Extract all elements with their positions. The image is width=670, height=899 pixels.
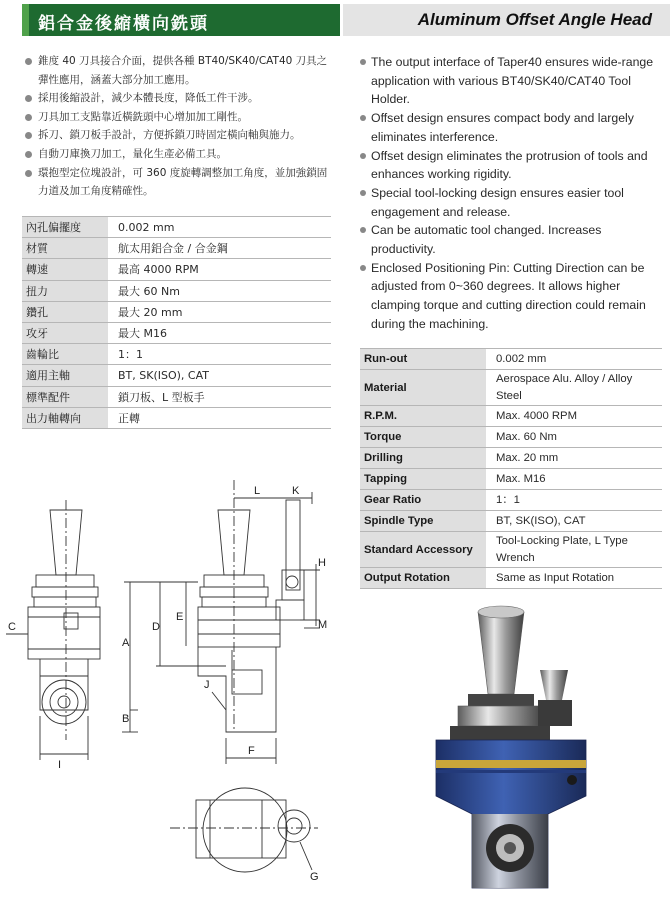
table-row	[360, 568, 662, 589]
spec-key: Output Rotation	[360, 568, 486, 589]
left-view-head	[40, 659, 88, 710]
spec-value: Same as Input Rotation	[486, 568, 662, 589]
left-view-flange	[36, 575, 94, 587]
table-row	[22, 322, 331, 343]
feature-item: 環抱型定位塊設計，可 360 度旋轉調整加工角度，並加強鎖固力道及加工角度精確性。	[24, 164, 330, 201]
spec-key: 內孔偏擺度	[22, 217, 108, 238]
spec-value: 最大 60 Nm	[108, 280, 331, 301]
dim-label-c: C	[8, 621, 16, 633]
page-title-zh: 鋁合金後縮橫向銑頭	[38, 14, 209, 34]
spec-key: Run-out	[360, 349, 486, 370]
spec-key: 齒輪比	[22, 344, 108, 365]
product-photo	[410, 600, 660, 890]
spec-key: Torque	[360, 427, 486, 448]
spec-key: 材質	[22, 238, 108, 259]
table-row	[22, 259, 331, 280]
dim-label-g: G	[310, 871, 319, 883]
dim-label-k: K	[292, 485, 300, 497]
right-view-body	[198, 607, 280, 647]
photo-locking-nut	[540, 670, 568, 700]
feature-item: Special tool-locking design ensures easier tool engagement and release.	[359, 184, 665, 221]
photo-taper	[478, 612, 524, 694]
spec-value: 正轉	[108, 407, 331, 428]
table-row	[360, 469, 662, 490]
spec-value: 鎖刀板、L 型板手	[108, 386, 331, 407]
dim-label-b: B	[122, 713, 130, 725]
feature-item: 刀具加工支點靠近橫銑頭中心增加加工剛性。	[24, 108, 330, 127]
spec-value: BT, SK(ISO), CAT	[108, 365, 331, 386]
right-view-head	[198, 647, 276, 732]
spec-key: Standard Accessory	[360, 532, 486, 568]
spec-value: Max. 60 Nm	[486, 427, 662, 448]
spec-value: 0.002 mm	[486, 349, 662, 370]
photo-flange	[458, 706, 544, 726]
page-title-en: Aluminum Offset Angle Head	[417, 10, 652, 29]
table-row	[22, 301, 331, 322]
table-row	[360, 511, 662, 532]
spec-value: 0.002 mm	[108, 217, 331, 238]
spec-key: 適用主軸	[22, 365, 108, 386]
feature-item: 拆刀、鎖刀板手設計，方便拆鎖刀時固定橫向軸與施力。	[24, 126, 330, 145]
plan-view-outline	[203, 788, 287, 872]
dim-label-i: I	[58, 759, 62, 771]
feature-item: Offset design eliminates the protrusion of tools and enhances working rigidity.	[359, 147, 665, 184]
spec-value: Tool-Locking Plate, L Type Wrench	[486, 532, 662, 568]
spec-value: Max. 4000 RPM	[486, 406, 662, 427]
dim-label-h: H	[318, 557, 326, 569]
table-row	[360, 490, 662, 511]
spec-value: Max. M16	[486, 469, 662, 490]
spec-value: BT, SK(ISO), CAT	[486, 511, 662, 532]
title-banner-zh	[22, 4, 340, 36]
spec-value: Aerospace Alu. Alloy / Alloy Steel	[486, 370, 662, 406]
table-row	[360, 349, 662, 370]
spec-key: 鑽孔	[22, 301, 108, 322]
table-row	[360, 448, 662, 469]
spec-table-zh	[22, 216, 331, 429]
feature-list-en	[359, 53, 665, 334]
title-banner-en	[343, 4, 670, 36]
banner-accent-stripe	[22, 4, 29, 36]
table-row	[22, 280, 331, 301]
spec-value: 航太用鋁合金 / 合金鋼	[108, 238, 331, 259]
spec-table-en	[360, 348, 662, 589]
feature-item: Offset design ensures compact body and largely eliminates interference.	[359, 109, 665, 146]
table-row	[360, 370, 662, 406]
spec-key: 轉速	[22, 259, 108, 280]
spec-value: 最高 4000 RPM	[108, 259, 331, 280]
spec-key: 標準配件	[22, 386, 108, 407]
feature-item: 自動刀庫換刀加工，量化生產必備工具。	[24, 145, 330, 164]
photo-gold-band	[436, 760, 586, 768]
table-row	[22, 386, 331, 407]
table-row	[360, 406, 662, 427]
table-row	[22, 365, 331, 386]
feature-item: 採用後縮設計，減少本體長度，降低工件干涉。	[24, 89, 330, 108]
feature-item: Enclosed Positioning Pin: Cutting Direction can be adjusted from 0~360 degrees. It allows higher clamping torque and cutting direction could remain during the machining.	[359, 259, 665, 334]
spec-key: Drilling	[360, 448, 486, 469]
spec-value: Max. 20 mm	[486, 448, 662, 469]
technical-drawing	[0, 470, 345, 899]
spec-key: Material	[360, 370, 486, 406]
left-view-output-outer	[42, 680, 86, 724]
spec-key: Spindle Type	[360, 511, 486, 532]
spec-key: 出力軸轉向	[22, 407, 108, 428]
feature-item: Can be automatic tool changed. Increases productivity.	[359, 221, 665, 258]
feature-list-zh	[24, 52, 330, 201]
spec-key: 攻牙	[22, 322, 108, 343]
spec-key: Gear Ratio	[360, 490, 486, 511]
spec-value: 1：1	[486, 490, 662, 511]
dim-label-f: F	[248, 745, 255, 757]
table-row	[22, 238, 331, 259]
spec-value: 最大 M16	[108, 322, 331, 343]
spec-value: 最大 20 mm	[108, 301, 331, 322]
spec-key: R.P.M.	[360, 406, 486, 427]
dim-label-m: M	[318, 619, 328, 631]
table-row	[360, 427, 662, 448]
spec-key: 扭力	[22, 280, 108, 301]
spec-key: Tapping	[360, 469, 486, 490]
dim-label-e: E	[176, 611, 184, 623]
table-row	[22, 217, 331, 238]
feature-item: 錐度 40 刀具接合介面，提供各種 BT40/SK40/CAT40 刀具之彈性應用，涵蓋大部分加工應用。	[24, 52, 330, 89]
spec-value: 1：1	[108, 344, 331, 365]
table-row	[360, 532, 662, 568]
dim-label-l: L	[254, 485, 261, 497]
table-row	[22, 344, 331, 365]
table-row	[22, 407, 331, 428]
dim-label-d: D	[152, 621, 160, 633]
dim-label-a: A	[122, 637, 130, 649]
dim-label-j: J	[204, 679, 210, 691]
feature-item: The output interface of Taper40 ensures wide-range application with various BT40/SK40/CAT40 Tool Holder.	[359, 53, 665, 109]
